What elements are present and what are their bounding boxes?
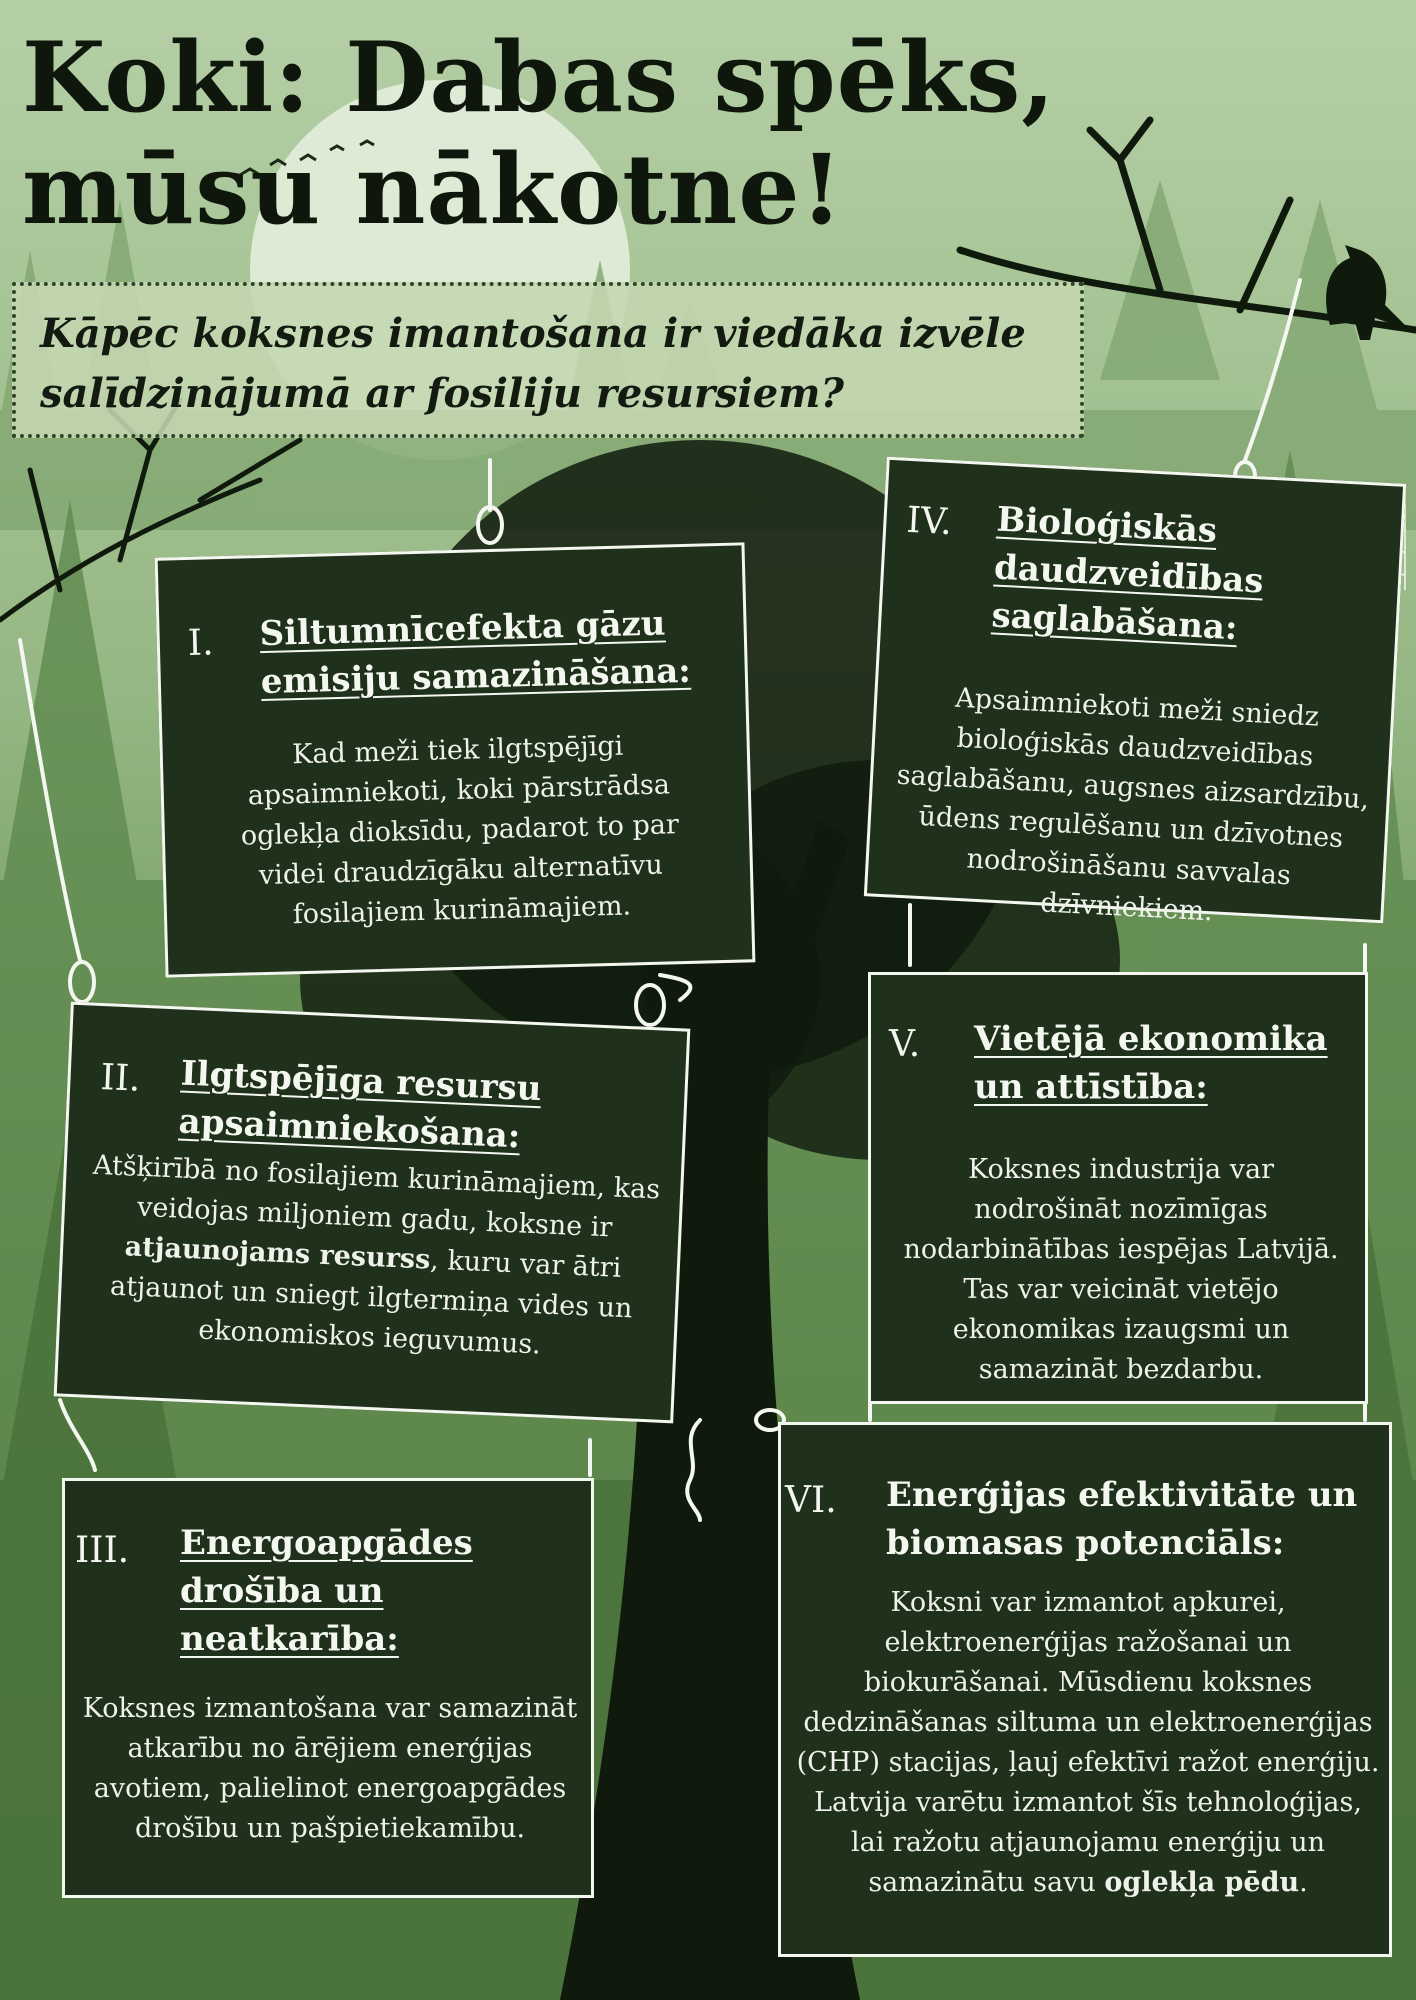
- section-5-numeral: V.: [889, 1024, 921, 1065]
- section-6-numeral: VI.: [785, 1480, 837, 1521]
- section-4-numeral: IV.: [905, 499, 953, 544]
- section-3-heading: Energoapgādes drošība un neatkarība:: [180, 1523, 473, 1659]
- subtitle-box: [12, 282, 1084, 438]
- section-6-body-before: Koksni var izmantot apkurei, elektroenerģijas ražošanai un biokurāšanai. Mūsdienu koksnes dedzināšanas siltuma un elektroenerģijas (CHP) stacijas, ļauj efektīvi ražot enerģiju. Latvija varētu izmantot šīs tehnoloģijas, lai ražotu atjaunojamu enerģiju un samazinātu savu: [796, 1587, 1380, 1898]
- section-2-body-bold: atjaunojams resurss: [124, 1231, 431, 1276]
- section-6-body-after: .: [1299, 1867, 1308, 1898]
- subtitle: Kāpēc koksnes imantošana ir viedāka izvēle salīdzinājumā ar fosiliju resursiem?: [40, 310, 1026, 417]
- section-2-body-after: , kuru var ātri atjaunot un sniegt ilgtermiņa vides un ekonomiskos ieguvumus.: [109, 1244, 634, 1361]
- section-2-body-before: Atšķirībā no fosilajiem kurināmajiem, kas veidojas miljoniem gadu, koksne ir: [92, 1149, 661, 1244]
- section-2-card: [54, 1002, 691, 1424]
- section-2-body: [79, 1146, 667, 1371]
- section-4-heading: Bioloģiskās daudzveidības saglabāšana:: [990, 499, 1265, 649]
- section-1-card: [155, 542, 756, 977]
- section-3-body: Koksnes izmantošana var samazināt atkarību no ārējiem enerģijas avotiem, palielinot energoapgādes drošību un pašpietiekamību.: [82, 1693, 578, 1844]
- section-1-body: Kad meži tiek ilgtspējīgi apsaimniekoti, koki pārstrādsa oglekļa dioksīdu, padarot to par videi draudzīgāku alternatīvu fosilajiem kurināmajiem.: [240, 730, 680, 931]
- section-6-body-bold: oglekļa pēdu: [1104, 1867, 1300, 1898]
- section-4-card: [864, 457, 1406, 928]
- section-6-body: [796, 1583, 1380, 1903]
- section-2-heading: Ilgtspējīga resursu apsaimniekošana:: [177, 1053, 543, 1157]
- section-2-numeral: II.: [99, 1057, 142, 1100]
- page-title: Koki: Dabas spēks, mūsu nākotne!: [22, 21, 1056, 246]
- section-1-heading: Siltumnīcefekta gāzu emisiju samazināšana:: [259, 603, 692, 703]
- section-5-card: [868, 972, 1368, 1404]
- section-4-body: Apsaimniekoti meži sniedz bioloģiskās daudzveidības saglabāšanu, augsnes aizsardzību, ūdens regulēšanu un dzīvotnes nodrošināšanu savvalas dzīvniekiem.: [895, 682, 1370, 928]
- section-1-numeral: I.: [187, 622, 215, 664]
- section-5-body: Koksnes industrija var nodrošināt nozīmīgas nodarbinātības iespējas Latvijā. Tas var veicināt vietējo ekonomikas izaugsmi un samazināt bezdarbu.: [903, 1154, 1339, 1385]
- section-3-card: [62, 1478, 594, 1898]
- section-3-numeral: III.: [75, 1530, 130, 1571]
- section-6-card: [778, 1422, 1392, 1957]
- section-5-heading: Vietējā ekonomika un attīstība:: [974, 1019, 1328, 1107]
- section-6-heading: Enerģijas efektivitāte un biomasas potenciāls:: [886, 1475, 1358, 1563]
